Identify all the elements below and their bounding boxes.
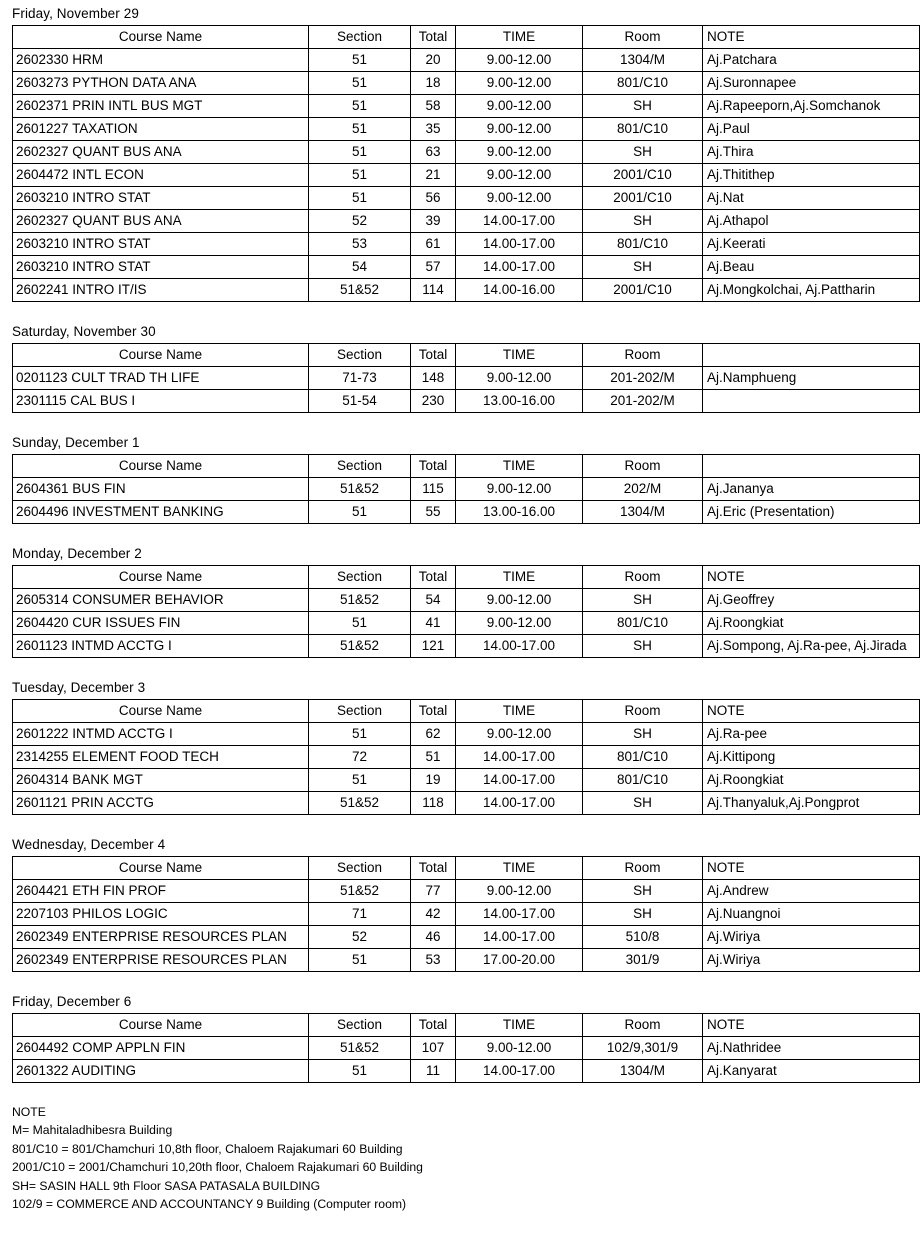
- cell-room: SH: [583, 256, 703, 279]
- column-header-section: Section: [309, 566, 411, 589]
- cell-section: 71: [309, 903, 411, 926]
- cell-course-name: 2602330 HRM: [13, 49, 309, 72]
- column-header-room: Room: [583, 344, 703, 367]
- column-header-total: Total: [411, 857, 456, 880]
- cell-time: 9.00-12.00: [456, 612, 583, 635]
- cell-total: 41: [411, 612, 456, 635]
- cell-section: 51&52: [309, 880, 411, 903]
- cell-course-name: 2601121 PRIN ACCTG: [13, 792, 309, 815]
- table-row: [13, 187, 920, 210]
- cell-note: Aj.Keerati: [703, 233, 920, 256]
- cell-note: Aj.Kittipong: [703, 746, 920, 769]
- cell-section: 51: [309, 72, 411, 95]
- cell-section: 51&52: [309, 478, 411, 501]
- cell-course-name: 2604496 INVESTMENT BANKING: [13, 501, 309, 524]
- cell-course-name: 2604361 BUS FIN: [13, 478, 309, 501]
- cell-course-name: 2301115 CAL BUS I: [13, 390, 309, 413]
- cell-time: 14.00-17.00: [456, 1060, 583, 1083]
- schedule-table: [12, 565, 920, 658]
- column-header-note: NOTE: [703, 1014, 920, 1037]
- cell-note: Aj.Geoffrey: [703, 589, 920, 612]
- cell-room: 510/8: [583, 926, 703, 949]
- cell-course-name: 2604420 CUR ISSUES FIN: [13, 612, 309, 635]
- cell-total: 118: [411, 792, 456, 815]
- cell-time: 13.00-16.00: [456, 390, 583, 413]
- day-title: Wednesday, December 4: [12, 837, 166, 852]
- column-header-time: TIME: [456, 344, 583, 367]
- cell-room: 2001/C10: [583, 187, 703, 210]
- cell-room: 801/C10: [583, 769, 703, 792]
- column-header-section: Section: [309, 455, 411, 478]
- column-header-total: Total: [411, 455, 456, 478]
- cell-section: 52: [309, 210, 411, 233]
- column-header-section: Section: [309, 1014, 411, 1037]
- table-row: [13, 501, 920, 524]
- schedule-table: [12, 699, 920, 815]
- cell-total: 63: [411, 141, 456, 164]
- table-header-row: [13, 566, 920, 589]
- column-header-room: Room: [583, 26, 703, 49]
- cell-note: Aj.Sompong, Aj.Ra-pee, Aj.Jirada: [703, 635, 920, 658]
- table-row: [13, 72, 920, 95]
- day-block: [12, 4, 924, 302]
- cell-room: 301/9: [583, 949, 703, 972]
- footer-notes: [12, 1103, 924, 1213]
- cell-note: Aj.Wiriya: [703, 926, 920, 949]
- cell-time: 14.00-17.00: [456, 256, 583, 279]
- cell-course-name: 2601222 INTMD ACCTG I: [13, 723, 309, 746]
- cell-course-name: 2601123 INTMD ACCTG I: [13, 635, 309, 658]
- cell-section: 51: [309, 501, 411, 524]
- table-row: [13, 880, 920, 903]
- cell-total: 55: [411, 501, 456, 524]
- cell-total: 114: [411, 279, 456, 302]
- column-header-time: TIME: [456, 455, 583, 478]
- cell-note: Aj.Athapol: [703, 210, 920, 233]
- table-row: [13, 769, 920, 792]
- column-header-section: Section: [309, 26, 411, 49]
- cell-note: Aj.Thitithep: [703, 164, 920, 187]
- footer-note-line: M= Mahitaladhibesra Building: [12, 1123, 173, 1138]
- table-row: [13, 390, 920, 413]
- cell-note: Aj.Wiriya: [703, 949, 920, 972]
- cell-total: 115: [411, 478, 456, 501]
- day-block: [12, 544, 924, 658]
- cell-course-name: 2603273 PYTHON DATA ANA: [13, 72, 309, 95]
- cell-time: 9.00-12.00: [456, 49, 583, 72]
- cell-course-name: 2603210 INTRO STAT: [13, 233, 309, 256]
- cell-note: Aj.Namphueng: [703, 367, 920, 390]
- cell-note: Aj.Thira: [703, 141, 920, 164]
- column-header-course-name: Course Name: [13, 566, 309, 589]
- cell-note: Aj.Patchara: [703, 49, 920, 72]
- table-row: [13, 612, 920, 635]
- cell-room: 1304/M: [583, 1060, 703, 1083]
- column-header-room: Room: [583, 455, 703, 478]
- cell-note: Aj.Paul: [703, 118, 920, 141]
- cell-room: 801/C10: [583, 746, 703, 769]
- column-header-note: NOTE: [703, 26, 920, 49]
- cell-time: 9.00-12.00: [456, 589, 583, 612]
- cell-course-name: 2603210 INTRO STAT: [13, 256, 309, 279]
- cell-section: 51: [309, 769, 411, 792]
- column-header-note: NOTE: [703, 566, 920, 589]
- cell-section: 72: [309, 746, 411, 769]
- table-row: [13, 635, 920, 658]
- cell-time: 17.00-20.00: [456, 949, 583, 972]
- cell-note: Aj.Nuangnoi: [703, 903, 920, 926]
- cell-room: SH: [583, 723, 703, 746]
- column-header-course-name: Course Name: [13, 344, 309, 367]
- cell-section: 51&52: [309, 792, 411, 815]
- cell-time: 14.00-16.00: [456, 279, 583, 302]
- cell-note: Aj.Rapeeporn,Aj.Somchanok: [703, 95, 920, 118]
- cell-note: Aj.Mongkolchai, Aj.Pattharin: [703, 279, 920, 302]
- cell-section: 51: [309, 164, 411, 187]
- cell-section: 51: [309, 612, 411, 635]
- cell-time: 14.00-17.00: [456, 926, 583, 949]
- cell-total: 57: [411, 256, 456, 279]
- cell-time: 14.00-17.00: [456, 769, 583, 792]
- column-header-section: Section: [309, 857, 411, 880]
- cell-total: 58: [411, 95, 456, 118]
- cell-section: 51: [309, 187, 411, 210]
- cell-course-name: 2602327 QUANT BUS ANA: [13, 210, 309, 233]
- table-row: [13, 1037, 920, 1060]
- column-header-time: TIME: [456, 857, 583, 880]
- table-row: [13, 792, 920, 815]
- schedule-table: [12, 1013, 920, 1083]
- cell-note: Aj.Jananya: [703, 478, 920, 501]
- table-row: [13, 478, 920, 501]
- cell-time: 9.00-12.00: [456, 1037, 583, 1060]
- cell-total: 20: [411, 49, 456, 72]
- cell-course-name: 2604421 ETH FIN PROF: [13, 880, 309, 903]
- cell-room: SH: [583, 141, 703, 164]
- column-header-note: NOTE: [703, 700, 920, 723]
- cell-section: 53: [309, 233, 411, 256]
- column-header-room: Room: [583, 700, 703, 723]
- table-header-row: [13, 26, 920, 49]
- cell-room: 2001/C10: [583, 164, 703, 187]
- day-blocks-container: [12, 4, 924, 1083]
- cell-total: 46: [411, 926, 456, 949]
- cell-time: 9.00-12.00: [456, 478, 583, 501]
- column-header-section: Section: [309, 700, 411, 723]
- cell-total: 148: [411, 367, 456, 390]
- table-row: [13, 256, 920, 279]
- cell-note: Aj.Ra-pee: [703, 723, 920, 746]
- day-title: Tuesday, December 3: [12, 680, 146, 695]
- cell-time: 9.00-12.00: [456, 95, 583, 118]
- column-header-note: NOTE: [703, 857, 920, 880]
- cell-room: 801/C10: [583, 233, 703, 256]
- cell-note: Aj.Roongkiat: [703, 769, 920, 792]
- cell-course-name: 2604314 BANK MGT: [13, 769, 309, 792]
- cell-course-name: 2602371 PRIN INTL BUS MGT: [13, 95, 309, 118]
- column-header-total: Total: [411, 700, 456, 723]
- cell-course-name: 0201123 CULT TRAD TH LIFE: [13, 367, 309, 390]
- schedule-table: [12, 454, 920, 524]
- cell-room: SH: [583, 210, 703, 233]
- table-header-row: [13, 857, 920, 880]
- footer-notes-lines: [12, 1121, 924, 1213]
- cell-course-name: 2602241 INTRO IT/IS: [13, 279, 309, 302]
- cell-note: Aj.Beau: [703, 256, 920, 279]
- cell-course-name: 2602349 ENTERPRISE RESOURCES PLAN: [13, 926, 309, 949]
- column-header-note: [703, 344, 920, 367]
- footer-note-line: 2001/C10 = 2001/Chamchuri 10,20th floor, Chaloem Rajakumari 60 Building: [12, 1160, 423, 1175]
- cell-section: 51&52: [309, 279, 411, 302]
- cell-time: 9.00-12.00: [456, 118, 583, 141]
- schedule-table: [12, 343, 920, 413]
- table-row: [13, 233, 920, 256]
- day-title: Friday, November 29: [12, 6, 139, 21]
- cell-room: 102/9,301/9: [583, 1037, 703, 1060]
- cell-time: 9.00-12.00: [456, 880, 583, 903]
- column-header-room: Room: [583, 857, 703, 880]
- cell-course-name: 2601322 AUDITING: [13, 1060, 309, 1083]
- cell-room: 801/C10: [583, 72, 703, 95]
- cell-room: SH: [583, 880, 703, 903]
- cell-room: 1304/M: [583, 501, 703, 524]
- table-row: [13, 164, 920, 187]
- cell-time: 9.00-12.00: [456, 164, 583, 187]
- table-header-row: [13, 455, 920, 478]
- footer-note-line: 801/C10 = 801/Chamchuri 10,8th floor, Chaloem Rajakumari 60 Building: [12, 1141, 403, 1156]
- cell-course-name: 2602349 ENTERPRISE RESOURCES PLAN: [13, 949, 309, 972]
- table-row: [13, 746, 920, 769]
- cell-total: 77: [411, 880, 456, 903]
- cell-time: 9.00-12.00: [456, 723, 583, 746]
- cell-time: 14.00-17.00: [456, 210, 583, 233]
- cell-room: 202/M: [583, 478, 703, 501]
- column-header-section: Section: [309, 344, 411, 367]
- cell-note: Aj.Eric (Presentation): [703, 501, 920, 524]
- cell-section: 51: [309, 1060, 411, 1083]
- cell-time: 13.00-16.00: [456, 501, 583, 524]
- column-header-course-name: Course Name: [13, 1014, 309, 1037]
- table-row: [13, 49, 920, 72]
- table-header-row: [13, 1014, 920, 1037]
- cell-note: Aj.Andrew: [703, 880, 920, 903]
- cell-room: SH: [583, 635, 703, 658]
- table-row: [13, 118, 920, 141]
- cell-section: 51-54: [309, 390, 411, 413]
- column-header-total: Total: [411, 566, 456, 589]
- day-title: Saturday, November 30: [12, 324, 156, 339]
- cell-section: 51: [309, 949, 411, 972]
- cell-course-name: 2601227 TAXATION: [13, 118, 309, 141]
- cell-course-name: 2605314 CONSUMER BEHAVIOR: [13, 589, 309, 612]
- table-row: [13, 903, 920, 926]
- schedule-table: [12, 25, 920, 302]
- column-header-room: Room: [583, 1014, 703, 1037]
- day-block: [12, 678, 924, 815]
- table-row: [13, 926, 920, 949]
- cell-total: 62: [411, 723, 456, 746]
- cell-room: SH: [583, 903, 703, 926]
- cell-total: 121: [411, 635, 456, 658]
- cell-total: 54: [411, 589, 456, 612]
- cell-room: 2001/C10: [583, 279, 703, 302]
- cell-section: 51&52: [309, 1037, 411, 1060]
- table-row: [13, 723, 920, 746]
- cell-total: 39: [411, 210, 456, 233]
- column-header-time: TIME: [456, 26, 583, 49]
- cell-room: 201-202/M: [583, 367, 703, 390]
- table-header-row: [13, 344, 920, 367]
- cell-room: 1304/M: [583, 49, 703, 72]
- table-row: [13, 949, 920, 972]
- cell-section: 51&52: [309, 589, 411, 612]
- cell-note: Aj.Nat: [703, 187, 920, 210]
- table-row: [13, 589, 920, 612]
- cell-total: 56: [411, 187, 456, 210]
- column-header-course-name: Course Name: [13, 857, 309, 880]
- cell-section: 51: [309, 95, 411, 118]
- table-header-row: [13, 700, 920, 723]
- cell-total: 18: [411, 72, 456, 95]
- column-header-total: Total: [411, 344, 456, 367]
- column-header-time: TIME: [456, 700, 583, 723]
- cell-total: 11: [411, 1060, 456, 1083]
- cell-time: 14.00-17.00: [456, 792, 583, 815]
- cell-time: 14.00-17.00: [456, 903, 583, 926]
- cell-time: 9.00-12.00: [456, 141, 583, 164]
- column-header-time: TIME: [456, 566, 583, 589]
- footer-notes-heading: NOTE: [12, 1105, 46, 1119]
- cell-total: 21: [411, 164, 456, 187]
- schedule-table: [12, 856, 920, 972]
- day-title: Monday, December 2: [12, 546, 142, 561]
- cell-section: 51&52: [309, 635, 411, 658]
- table-row: [13, 1060, 920, 1083]
- cell-course-name: 2604472 INTL ECON: [13, 164, 309, 187]
- cell-room: SH: [583, 589, 703, 612]
- table-row: [13, 141, 920, 164]
- cell-section: 52: [309, 926, 411, 949]
- cell-time: 9.00-12.00: [456, 187, 583, 210]
- footer-note-line: SH= SASIN HALL 9th Floor SASA PATASALA BUILDING: [12, 1178, 321, 1193]
- day-block: [12, 433, 924, 524]
- day-block: [12, 835, 924, 972]
- column-header-course-name: Course Name: [13, 455, 309, 478]
- table-row: [13, 367, 920, 390]
- day-title: Sunday, December 1: [12, 435, 140, 450]
- table-row: [13, 279, 920, 302]
- cell-section: 51: [309, 118, 411, 141]
- cell-total: 53: [411, 949, 456, 972]
- table-row: [13, 95, 920, 118]
- cell-section: 71-73: [309, 367, 411, 390]
- cell-note: Aj.Suronnapee: [703, 72, 920, 95]
- cell-total: 107: [411, 1037, 456, 1060]
- cell-note: Aj.Nathridee: [703, 1037, 920, 1060]
- column-header-note: [703, 455, 920, 478]
- cell-note: Aj.Kanyarat: [703, 1060, 920, 1083]
- cell-room: SH: [583, 95, 703, 118]
- cell-course-name: 2603210 INTRO STAT: [13, 187, 309, 210]
- cell-note: [703, 390, 920, 413]
- cell-room: 801/C10: [583, 118, 703, 141]
- cell-time: 14.00-17.00: [456, 233, 583, 256]
- cell-section: 54: [309, 256, 411, 279]
- cell-total: 51: [411, 746, 456, 769]
- cell-section: 51: [309, 49, 411, 72]
- cell-room: SH: [583, 792, 703, 815]
- column-header-course-name: Course Name: [13, 700, 309, 723]
- day-block: [12, 992, 924, 1083]
- cell-time: 14.00-17.00: [456, 635, 583, 658]
- cell-room: 801/C10: [583, 612, 703, 635]
- cell-total: 42: [411, 903, 456, 926]
- day-title: Friday, December 6: [12, 994, 132, 1009]
- cell-time: 9.00-12.00: [456, 72, 583, 95]
- table-row: [13, 210, 920, 233]
- footer-note-line: 102/9 = COMMERCE AND ACCOUNTANCY 9 Building (Computer room): [12, 1197, 407, 1212]
- cell-section: 51: [309, 723, 411, 746]
- cell-time: 9.00-12.00: [456, 367, 583, 390]
- cell-course-name: 2314255 ELEMENT FOOD TECH: [13, 746, 309, 769]
- column-header-room: Room: [583, 566, 703, 589]
- day-block: [12, 322, 924, 413]
- cell-room: 201-202/M: [583, 390, 703, 413]
- column-header-total: Total: [411, 26, 456, 49]
- cell-total: 35: [411, 118, 456, 141]
- column-header-total: Total: [411, 1014, 456, 1037]
- cell-total: 230: [411, 390, 456, 413]
- cell-total: 61: [411, 233, 456, 256]
- cell-note: Aj.Roongkiat: [703, 612, 920, 635]
- cell-total: 19: [411, 769, 456, 792]
- column-header-course-name: Course Name: [13, 26, 309, 49]
- cell-course-name: 2604492 COMP APPLN FIN: [13, 1037, 309, 1060]
- cell-note: Aj.Thanyaluk,Aj.Pongprot: [703, 792, 920, 815]
- cell-section: 51: [309, 141, 411, 164]
- column-header-time: TIME: [456, 1014, 583, 1037]
- cell-course-name: 2602327 QUANT BUS ANA: [13, 141, 309, 164]
- cell-course-name: 2207103 PHILOS LOGIC: [13, 903, 309, 926]
- cell-time: 14.00-17.00: [456, 746, 583, 769]
